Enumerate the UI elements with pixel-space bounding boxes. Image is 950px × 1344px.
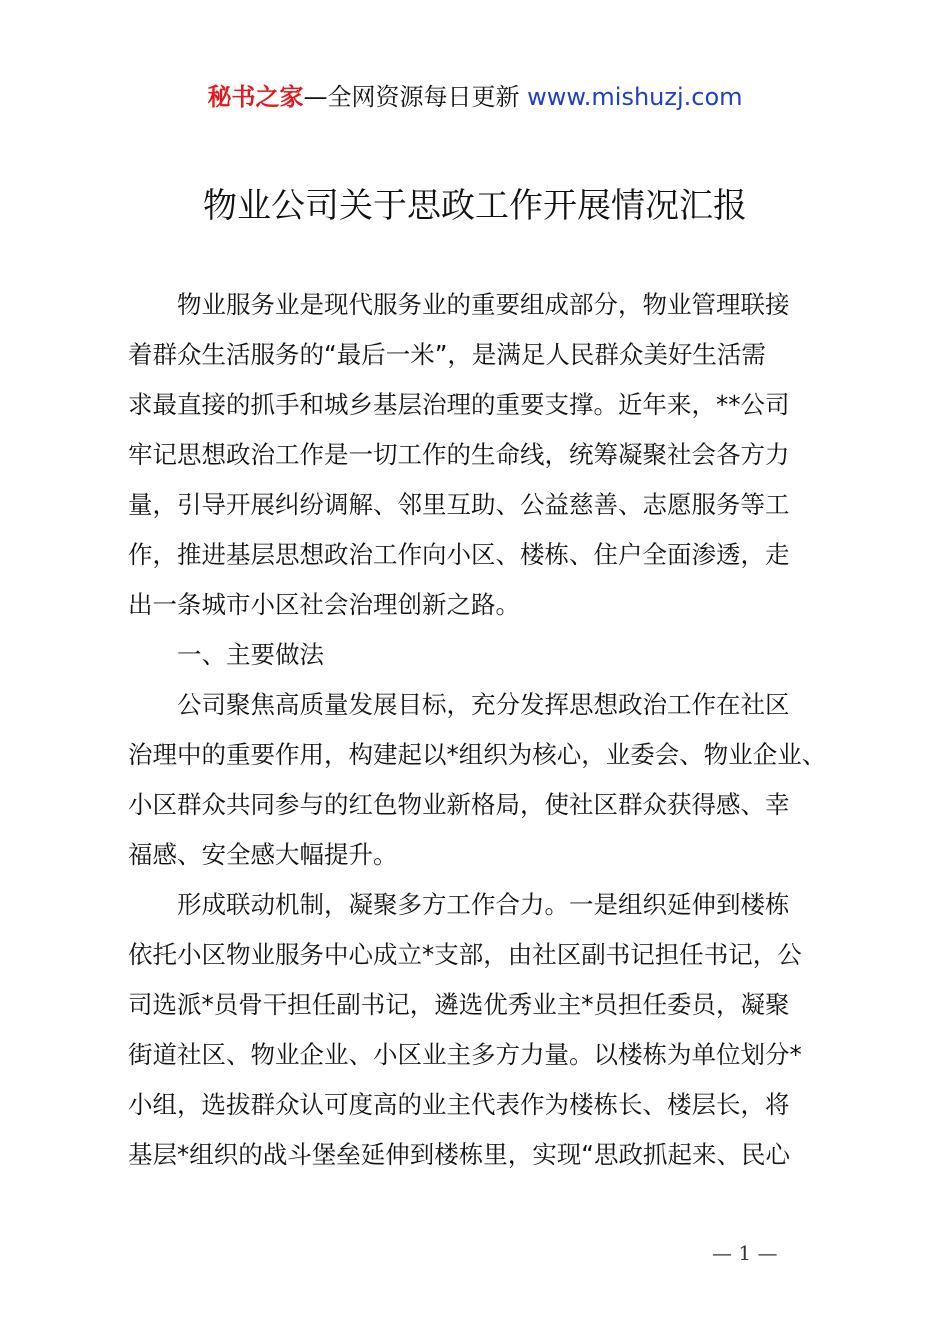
body-line: 物业服务业是现代服务业的重要组成部分，物业管理联接 bbox=[128, 290, 790, 319]
site-brand: 秘书之家 bbox=[207, 83, 304, 111]
body-line: 司选派*员骨干担任副书记，遴选优秀业主*员担任委员，凝聚 bbox=[128, 990, 790, 1019]
body-line: 基层*组织的战斗堡垒延伸到楼栋里，实现“思政抓起来、民心 bbox=[128, 1140, 790, 1169]
body-line: 治理中的重要作用，构建起以*组织为核心，业委会、物业企业、 bbox=[128, 740, 827, 769]
body-line: 依托小区物业服务中心成立*支部，由社区副书记担任书记，公 bbox=[128, 940, 802, 969]
body-line: 作，推进基层思想政治工作向小区、楼栋、住户全面渗透，走 bbox=[128, 540, 790, 569]
body-line: 小区群众共同参与的红色物业新格局，使社区群众获得感、幸 bbox=[128, 790, 790, 819]
body-line: 小组，选拔群众认可度高的业主代表作为楼栋长、楼层长，将 bbox=[128, 1090, 790, 1119]
site-url-link[interactable]: www.mishuzj.com bbox=[527, 83, 743, 111]
body-line: 着群众生活服务的“最后一米”，是满足人民群众美好生活需 bbox=[128, 340, 766, 369]
body-line: 量，引导开展纠纷调解、邻里互助、公益慈善、志愿服务等工 bbox=[128, 490, 790, 519]
body-line: 出一条城市小区社会治理创新之路。 bbox=[128, 590, 520, 619]
body-line: 形成联动机制，凝聚多方工作合力。一是组织延伸到楼栋 bbox=[128, 890, 790, 919]
page-number: — 1 — bbox=[712, 1241, 778, 1265]
body-line: 牢记思想政治工作是一切工作的生命线，统筹凝聚社会各方力 bbox=[128, 440, 790, 469]
body-line: 求最直接的抓手和城乡基层治理的重要支撑。近年来，**公司 bbox=[128, 390, 790, 419]
site-tagline: —全网资源每日更新 bbox=[303, 83, 528, 111]
site-header bbox=[0, 80, 950, 114]
section-heading: 一、主要做法 bbox=[128, 640, 324, 669]
document-title: 物业公司关于思政工作开展情况汇报 bbox=[203, 186, 747, 226]
body-line: 福感、安全感大幅提升。 bbox=[128, 840, 398, 869]
document-body bbox=[128, 280, 848, 1180]
body-line: 街道社区、物业企业、小区业主多方力量。以楼栋为单位划分* bbox=[128, 1040, 802, 1069]
body-line: 公司聚焦高质量发展目标，充分发挥思想政治工作在社区 bbox=[128, 690, 790, 719]
